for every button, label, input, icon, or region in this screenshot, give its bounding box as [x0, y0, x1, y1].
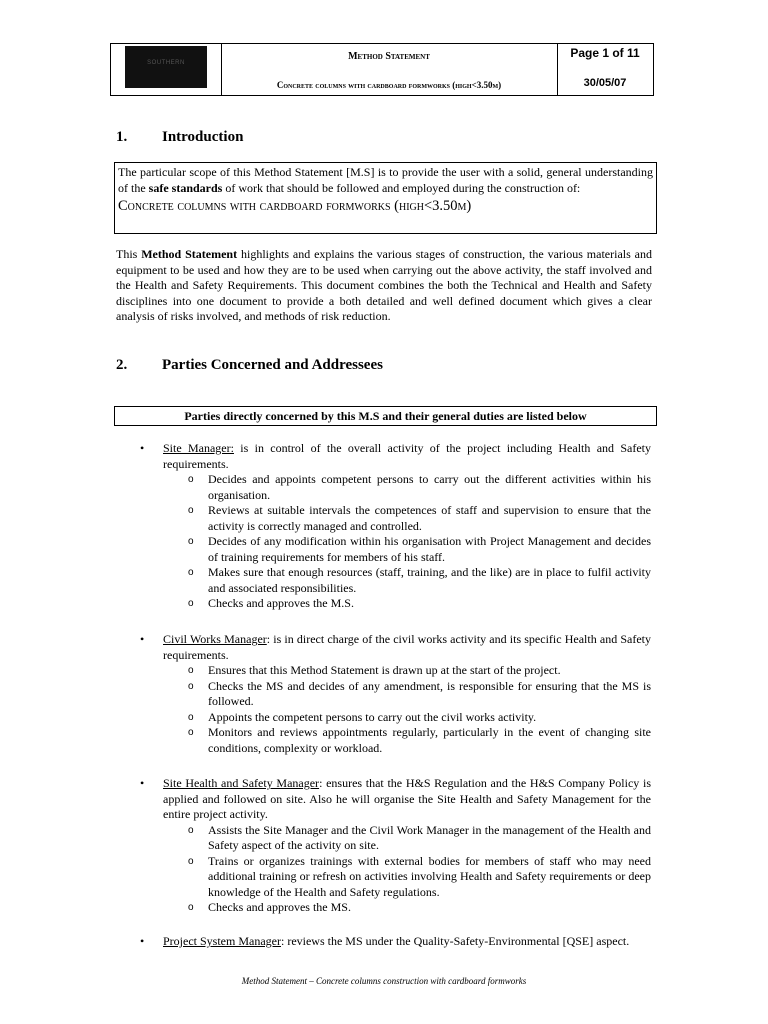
duty-item: o Decides of any modification within his organisation with Project Management and decides of training requirements for members of his staff.: [188, 534, 651, 564]
list-item: • Civil Works Manager: is in direct charge of the civil works activity and its specific Health and Safety requirements.: [140, 632, 651, 663]
list-item: • Project System Manager: reviews the MS under the Quality-Safety-Environmental [QSE] aspect.: [140, 934, 651, 950]
party-civil-works-manager: [140, 632, 651, 756]
page-number: Page 1 of 11: [570, 46, 640, 60]
scope-text: The particular scope of this Method Statement [M.S] is to provide the user with a solid, general understanding of the safe standards of work that should be followed and employed during the construction of:: [118, 165, 653, 195]
doc-subject: Concrete columns with cardboard formworks (high<3.50m): [276, 80, 502, 90]
scope-box: [114, 162, 657, 234]
party-site-manager: [140, 441, 651, 612]
duty-item: o Makes sure that enough resources (staff, training, and the like) are in place to fulfil activity and associated responsibilities.: [188, 565, 651, 595]
page-footer: Method Statement – Concrete columns construction with cardboard formworks: [241, 976, 527, 986]
page-cell: [557, 44, 653, 95]
duty-item: o Monitors and reviews appointments regularly, particularly in the event of changing site conditions, complexity or workload.: [188, 725, 651, 755]
duty-item: o Reviews at suitable intervals the competences of staff and supervision to ensure that the activity is correctly managed and controlled.: [188, 503, 651, 533]
duty-item: o Decides and appoints competent persons to carry out the different activities within his organisation.: [188, 472, 651, 502]
intro-paragraph: This Method Statement highlights and explains the various stages of construction, the various materials and equipment to be used and how they are to be used when carrying out the above activity, the staff involved and the Health and Safety Requirements. This document combines the both the Technical and Health and Safety disciplines into one document to provide a both detailed and well defined document which gives a clear analysis of risks involved, and methods of risk reduction.: [116, 247, 653, 323]
doc-type: Method Statement: [348, 51, 430, 62]
duty-item: o Appoints the competent persons to carry out the civil works activity.: [188, 709, 537, 724]
scope-title: Concrete columns with cardboard formworks (high<3.50m): [118, 198, 472, 214]
duty-item: o Assists the Site Manager and the Civil Work Manager in the management of the Health and Safety aspect of the activity on site.: [188, 822, 651, 852]
doc-date: 30/05/07: [583, 77, 627, 89]
title-cell: [221, 44, 558, 95]
party-project-system-manager: [140, 934, 651, 950]
duty-item: o Checks and approves the MS.: [188, 900, 351, 914]
logo-cell: [111, 44, 222, 95]
list-item: • Site Health and Safety Manager: ensures that the H&S Regulation and the H&S Company Policy is applied and followed on site. Also he will organise the Site Health and Safety Management for the entire project activity.: [140, 776, 651, 823]
company-logo: SOUTHERN: [125, 46, 207, 88]
duty-item: o Checks and approves the M.S.: [188, 596, 354, 610]
header-table: [110, 43, 654, 96]
parties-box: Parties directly concerned by this M.S and their general duties are listed below: [114, 406, 657, 426]
list-item: • Site Manager: is in control of the overall activity of the project including Health and Safety requirements.: [140, 441, 651, 472]
duty-item: o Trains or organizes trainings with external bodies for members of staff who may need additional training or refresh on activities involving Health and Safety requirements or deep knowledge of the Health and Safety regulations.: [188, 853, 651, 899]
duty-item: o Checks the MS and decides of any amendment, is responsible for ensuring that the MS is followed.: [188, 678, 651, 708]
duty-item: o Ensures that this Method Statement is drawn up at the start of the project.: [188, 663, 561, 677]
party-site-hs-manager: [140, 776, 651, 916]
